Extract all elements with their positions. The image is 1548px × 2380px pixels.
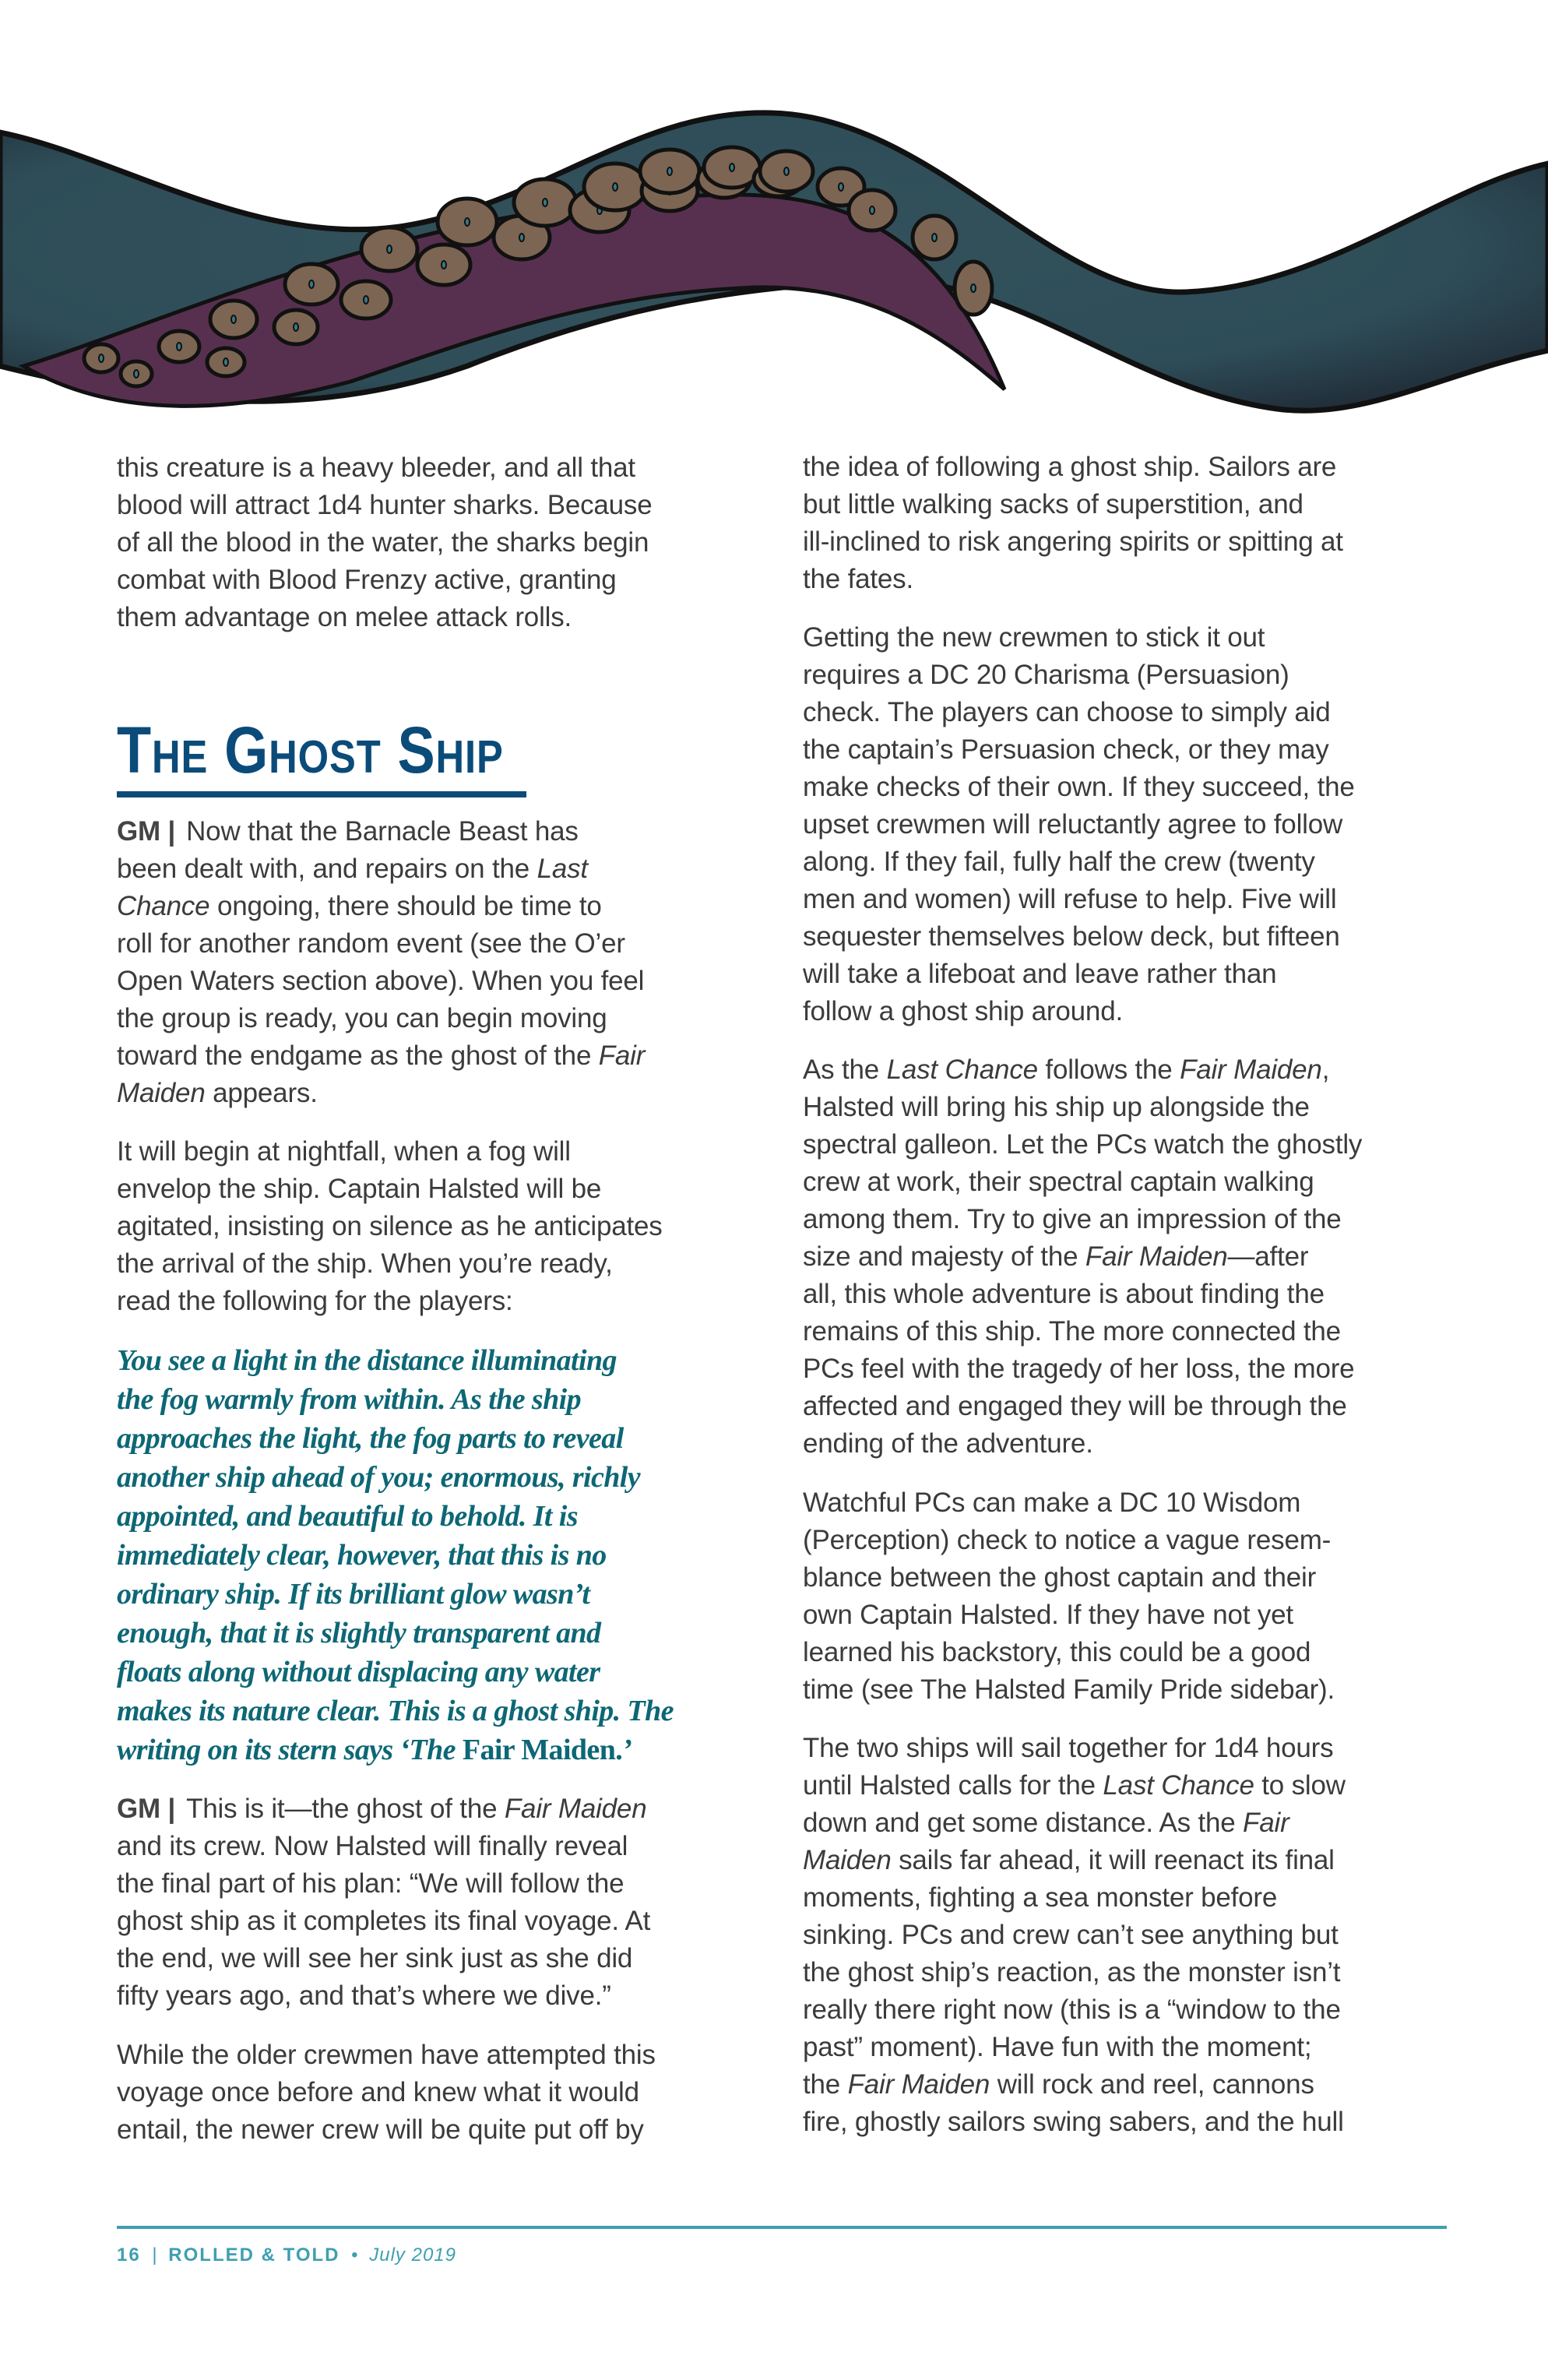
text-line xyxy=(117,1790,763,1828)
text-line xyxy=(117,487,763,524)
ship-name: Fair Maiden. xyxy=(462,1734,623,1766)
text-run: this creature is a heavy bleeder, and all that xyxy=(117,452,635,483)
text-line xyxy=(117,1380,674,1419)
italic-title: Fair xyxy=(598,1040,646,1071)
sucker-center xyxy=(177,343,181,350)
text-run: floats along without displacing any water xyxy=(117,1656,600,1688)
text-line xyxy=(117,449,763,487)
text-run: agitated, insisting on silence as he anticipates xyxy=(117,1211,663,1241)
text-run: As the xyxy=(803,1054,887,1085)
text-line xyxy=(803,619,1449,657)
text-line xyxy=(117,599,763,636)
text-line xyxy=(803,843,1449,881)
text-run: until Halsted calls for the xyxy=(803,1770,1103,1801)
heading-underline xyxy=(117,791,526,797)
sucker-center xyxy=(442,261,446,269)
sucker-center xyxy=(543,199,547,206)
text-line xyxy=(803,561,1449,598)
text-run: of all the blood in the water, the sharks begin xyxy=(117,527,649,558)
text-run: sails far ahead, it will reenact its final xyxy=(891,1845,1335,1875)
text-line xyxy=(803,523,1449,561)
text-run: combat with Blood Frenzy active, granting xyxy=(117,565,617,595)
text-run: , xyxy=(1321,1054,1330,1085)
text-run: will rock and reel, cannons xyxy=(990,2069,1314,2100)
sucker-center xyxy=(99,354,104,362)
text-line xyxy=(117,1171,763,1208)
body-paragraph xyxy=(117,449,763,636)
text-run: time (see The Halsted Family Pride sidebar). xyxy=(803,1674,1335,1705)
text-run: ’ xyxy=(622,1734,632,1766)
text-line xyxy=(117,2111,763,2149)
sucker-center xyxy=(730,164,734,171)
text-run: spectral galleon. Let the PCs watch the ghostly xyxy=(803,1129,1363,1160)
text-run: makes its nature clear. This is a ghost ship. The xyxy=(117,1695,674,1727)
text-line xyxy=(117,1000,763,1037)
text-line xyxy=(803,2029,1449,2066)
text-run: the captain’s Persuasion check, or they may xyxy=(803,734,1329,765)
sucker-center xyxy=(364,296,368,304)
section-heading: The Ghost Ship xyxy=(117,713,504,787)
text-line xyxy=(803,1804,1449,1842)
text-line xyxy=(117,2037,763,2074)
text-line xyxy=(803,1597,1449,1634)
gm-paragraph xyxy=(117,1790,763,2015)
text-line xyxy=(117,1828,763,1865)
text-run: size and majesty of the xyxy=(803,1241,1085,1272)
body-paragraph xyxy=(117,1133,763,1320)
text-run: the end, we will see her sink just as she did xyxy=(117,1943,633,1973)
text-line xyxy=(117,1133,763,1171)
footer-bullet: • xyxy=(351,2244,358,2266)
text-run: enough, that it is slightly transparent and xyxy=(117,1617,601,1649)
footer-separator: | xyxy=(152,2244,157,2266)
text-run: the idea of following a ghost ship. Sailors are xyxy=(803,452,1337,482)
text-line xyxy=(117,1536,674,1575)
text-run: the final part of his plan: “We will follow the xyxy=(117,1868,624,1899)
text-run: affected and engaged they will be through the xyxy=(803,1391,1347,1421)
text-run: Watchful PCs can make a DC 10 Wisdom xyxy=(803,1488,1301,1518)
sucker-center xyxy=(613,183,617,191)
text-run: learned his backstory, this could be a good xyxy=(803,1637,1311,1667)
text-line xyxy=(803,956,1449,993)
text-run: the fates. xyxy=(803,564,913,594)
sucker-center xyxy=(932,234,937,241)
text-line xyxy=(803,1051,1449,1089)
text-line xyxy=(803,806,1449,843)
text-line xyxy=(117,524,763,562)
text-run: approaches the light, the fog parts to reveal xyxy=(117,1422,624,1455)
text-line xyxy=(803,1201,1449,1238)
text-run: the xyxy=(803,2069,848,2100)
text-run: them advantage on melee attack rolls. xyxy=(117,602,572,632)
text-run: roll for another random event (see the O’er xyxy=(117,928,625,959)
text-line xyxy=(117,1903,763,1940)
text-run: and its crew. Now Halsted will finally reveal xyxy=(117,1831,628,1861)
italic-title: Chance xyxy=(117,891,210,921)
text-line xyxy=(117,1245,763,1283)
text-run: fifty years ago, and that’s where we dive.” xyxy=(117,1980,611,2011)
text-run: follow a ghost ship around. xyxy=(803,996,1123,1026)
text-run: It will begin at nightfall, when a fog will xyxy=(117,1136,571,1167)
text-run: While the older crewmen have attempted this xyxy=(117,2040,656,2070)
sucker-center xyxy=(839,183,843,191)
text-line xyxy=(803,1089,1449,1126)
text-line xyxy=(117,925,763,963)
text-line xyxy=(117,1208,763,1245)
sucker-center xyxy=(667,167,672,175)
text-run: the fog warmly from within. As the ship xyxy=(117,1383,581,1416)
text-run: moments, fighting a sea monster before xyxy=(803,1882,1278,1913)
text-line xyxy=(117,1865,763,1903)
text-line xyxy=(803,769,1449,806)
text-line xyxy=(803,1917,1449,1954)
italic-title: Fair Maiden xyxy=(1085,1241,1228,1272)
text-line xyxy=(803,1879,1449,1917)
text-line xyxy=(803,1730,1449,1767)
text-run: the group is ready, you can begin moving xyxy=(117,1003,607,1033)
text-run: check. The players can choose to simply aid xyxy=(803,697,1331,727)
body-paragraph xyxy=(803,619,1449,1030)
text-run: upset crewmen will reluctantly agree to follow xyxy=(803,809,1343,840)
text-run: remains of this ship. The more connected the xyxy=(803,1316,1341,1347)
text-run: been dealt with, and repairs on the xyxy=(117,854,537,884)
text-run: read the following for the players: xyxy=(117,1286,513,1316)
text-run: envelop the ship. Captain Halsted will be xyxy=(117,1174,602,1204)
text-line xyxy=(803,1350,1449,1388)
sucker-center xyxy=(231,315,236,323)
text-run: blood will attract 1d4 hunter sharks. Because xyxy=(117,490,653,520)
issue-date: July 2019 xyxy=(369,2244,456,2266)
body-paragraph xyxy=(803,449,1449,598)
gm-label: GM | xyxy=(117,816,176,847)
text-run: among them. Try to give an impression of the xyxy=(803,1204,1342,1234)
italic-title: Fair Maiden xyxy=(504,1794,647,1824)
text-run: appointed, and beautiful to behold. It is xyxy=(117,1500,578,1533)
text-line xyxy=(803,1126,1449,1164)
text-run: appears. xyxy=(205,1078,318,1108)
sucker-center xyxy=(223,358,228,366)
text-line xyxy=(117,1037,763,1075)
text-run: crew at work, their spectral captain walking xyxy=(803,1167,1314,1197)
italic-title: Fair xyxy=(1243,1808,1289,1838)
italic-title: Fair Maiden xyxy=(1180,1054,1322,1085)
page-footer xyxy=(117,2244,456,2266)
tentacle-illustration xyxy=(0,93,1548,436)
text-line xyxy=(117,1575,674,1614)
text-run: to slow xyxy=(1254,1770,1346,1801)
text-run: all, this whole adventure is about finding the xyxy=(803,1279,1325,1309)
text-run: ending of the adventure. xyxy=(803,1428,1093,1459)
text-line xyxy=(803,1634,1449,1671)
sucker-center xyxy=(309,280,314,288)
text-line xyxy=(803,731,1449,769)
italic-title: Last Chance xyxy=(886,1054,1038,1085)
sucker-center xyxy=(519,234,524,241)
sucker-center xyxy=(784,167,789,175)
text-line xyxy=(803,1522,1449,1559)
text-run: follows the xyxy=(1037,1054,1180,1085)
text-line xyxy=(117,813,763,850)
text-run: really there right now (this is a “window to the xyxy=(803,1994,1341,2025)
text-line xyxy=(117,888,763,925)
body-paragraph xyxy=(117,2037,763,2149)
text-run: Now that the Barnacle Beast has xyxy=(186,816,579,847)
text-run: voyage once before and knew what it would xyxy=(117,2077,639,2107)
text-run: Halsted will bring his ship up alongside the xyxy=(803,1092,1310,1122)
text-line xyxy=(117,1341,674,1380)
text-line xyxy=(803,1842,1449,1879)
footer-divider xyxy=(117,2226,1447,2229)
text-line xyxy=(803,881,1449,918)
page-number: 16 xyxy=(117,2244,141,2266)
sucker-center xyxy=(465,218,470,226)
text-run: along. If they fail, fully half the crew (twenty xyxy=(803,847,1315,877)
text-run: PCs feel with the tragedy of her loss, the more xyxy=(803,1354,1355,1384)
text-line xyxy=(803,1238,1449,1276)
text-line xyxy=(803,1954,1449,1991)
text-run: own Captain Halsted. If they have not yet xyxy=(803,1600,1293,1630)
read-aloud-text xyxy=(117,1341,674,1769)
text-run: men and women) will refuse to help. Five will xyxy=(803,884,1337,914)
text-run: another ship ahead of you; enormous, richly xyxy=(117,1461,641,1494)
text-line xyxy=(803,1767,1449,1804)
text-line xyxy=(803,1313,1449,1350)
text-line xyxy=(803,918,1449,956)
text-line xyxy=(117,1419,674,1458)
text-line xyxy=(803,1991,1449,2029)
text-line xyxy=(803,1559,1449,1597)
text-line xyxy=(117,1940,763,1977)
text-run: (Perception) check to notice a vague resem- xyxy=(803,1525,1332,1555)
text-line xyxy=(117,1497,674,1536)
text-run: The two ships will sail together for 1d4 hours xyxy=(803,1733,1334,1763)
text-run: You see a light in the distance illuminating xyxy=(117,1344,617,1377)
text-line xyxy=(803,1425,1449,1463)
text-run: ghost ship as it completes its final voyage. At xyxy=(117,1906,651,1936)
text-line xyxy=(117,1692,674,1730)
sucker-center xyxy=(294,323,298,331)
text-run: immediately clear, however, that this is no xyxy=(117,1539,607,1572)
text-run: requires a DC 20 Charisma (Persuasion) xyxy=(803,660,1289,690)
text-run: past” moment). Have fun with the moment; xyxy=(803,2032,1312,2062)
text-line xyxy=(803,1671,1449,1709)
text-line xyxy=(803,2066,1449,2104)
text-line xyxy=(803,1388,1449,1425)
text-run: entail, the newer crew will be quite put off by xyxy=(117,2114,644,2145)
text-run: blance between the ghost captain and their xyxy=(803,1562,1317,1593)
text-line xyxy=(117,850,763,888)
text-line xyxy=(117,963,763,1000)
text-line xyxy=(117,1075,763,1112)
text-run: toward the endgame as the ghost of the xyxy=(117,1040,599,1071)
text-line xyxy=(803,1164,1449,1201)
text-run: sequester themselves below deck, but fifteen xyxy=(803,921,1340,952)
text-run: make checks of their own. If they succeed, the xyxy=(803,772,1355,802)
text-line xyxy=(117,1977,763,2015)
italic-title: Maiden xyxy=(117,1078,206,1108)
text-line xyxy=(803,486,1449,523)
text-line xyxy=(803,449,1449,486)
text-run: ordinary ship. If its brilliant glow wasn’t xyxy=(117,1578,590,1611)
sucker-center xyxy=(387,245,392,253)
text-run: the arrival of the ship. When you’re ready, xyxy=(117,1248,613,1279)
text-run: ill-inclined to risk angering spirits or spitting at xyxy=(803,526,1343,557)
text-line xyxy=(117,2074,763,2111)
text-run: but little walking sacks of superstition, and xyxy=(803,489,1303,519)
body-paragraph xyxy=(803,1730,1449,2141)
sucker-center xyxy=(971,284,976,292)
text-line xyxy=(803,2104,1449,2141)
gm-paragraph xyxy=(117,813,763,1112)
text-line xyxy=(803,993,1449,1030)
text-line xyxy=(803,694,1449,731)
text-run: the ghost ship’s reaction, as the monster isn’t xyxy=(803,1957,1341,1987)
body-paragraph xyxy=(803,1051,1449,1463)
italic-title: Fair Maiden xyxy=(847,2069,990,2100)
text-line xyxy=(117,1614,674,1653)
gm-label: GM | xyxy=(117,1794,176,1824)
text-run: Getting the new crewmen to stick it out xyxy=(803,622,1265,653)
text-run: This is it—the ghost of the xyxy=(186,1794,505,1824)
italic-title: Last Chance xyxy=(1103,1770,1254,1801)
text-line xyxy=(803,657,1449,694)
text-line xyxy=(117,1458,674,1497)
text-run: ongoing, there should be time to xyxy=(209,891,602,921)
text-run: sinking. PCs and crew can’t see anything but xyxy=(803,1920,1339,1950)
magazine-name: ROLLED & TOLD xyxy=(168,2244,340,2266)
text-run: Open Waters section above). When you feel xyxy=(117,966,645,996)
text-run: will take a lifeboat and leave rather than xyxy=(803,959,1277,989)
body-paragraph xyxy=(803,1484,1449,1709)
italic-title: Maiden xyxy=(803,1845,892,1875)
text-line xyxy=(117,1653,674,1692)
text-run: —after xyxy=(1227,1241,1309,1272)
text-run: fire, ghostly sailors swing sabers, and the hull xyxy=(803,2107,1344,2137)
text-run: down and get some distance. As the xyxy=(803,1808,1244,1838)
sucker-center xyxy=(134,370,139,378)
italic-title: Last xyxy=(537,854,588,884)
text-line xyxy=(117,1283,763,1320)
text-line xyxy=(803,1276,1449,1313)
text-line xyxy=(803,1484,1449,1522)
text-line xyxy=(117,1730,674,1769)
text-line xyxy=(117,562,763,599)
text-run: writing on its stern says ‘The xyxy=(117,1734,463,1766)
sucker-center xyxy=(870,206,874,214)
